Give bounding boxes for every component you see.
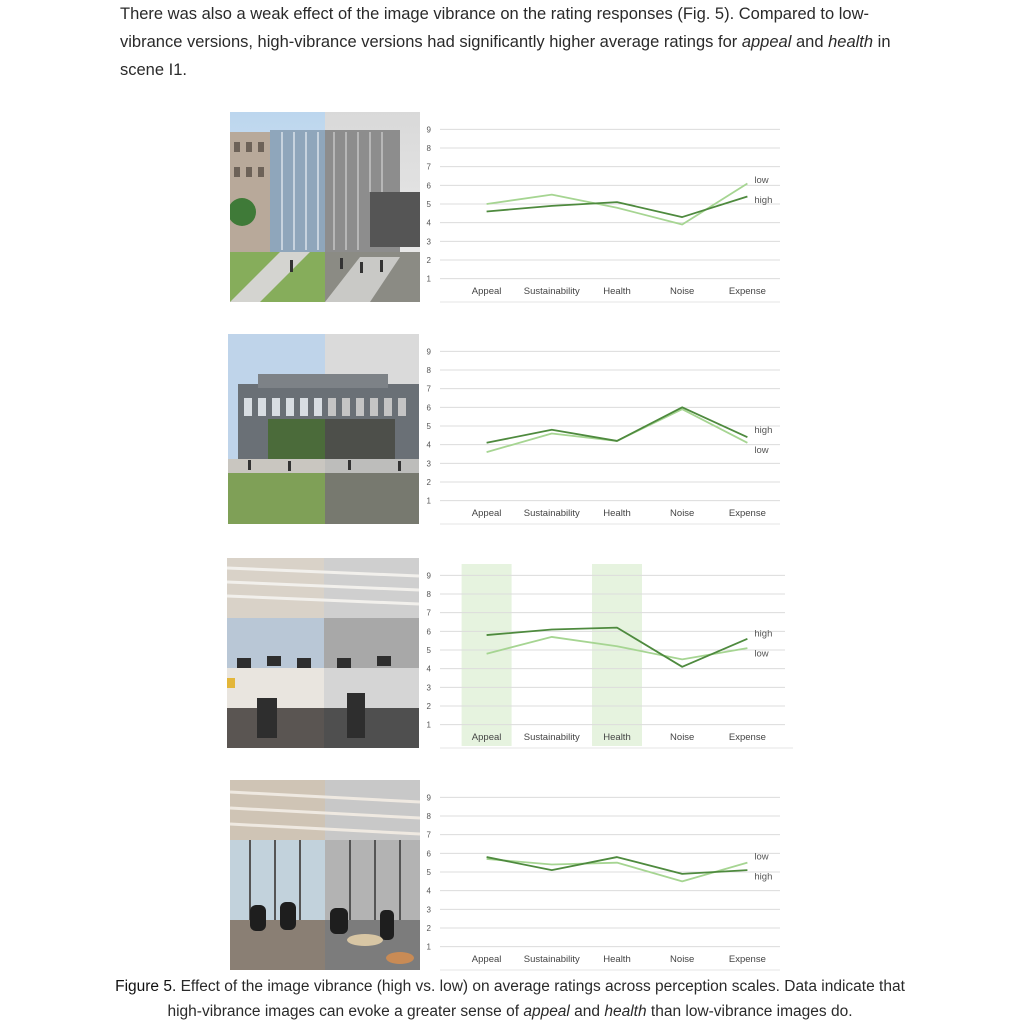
caption-text-3: than low-vibrance images do. [646, 1003, 853, 1020]
series-line-low [487, 409, 748, 452]
y-tick-label: 7 [426, 384, 431, 394]
y-tick-label: 1 [426, 942, 431, 952]
x-tick-label: Appeal [471, 732, 502, 743]
scene-photo-3 [227, 558, 419, 748]
x-tick-label: Sustainability [523, 286, 580, 297]
x-tick-label: Expense [728, 508, 766, 519]
y-tick-label: 4 [426, 664, 431, 674]
y-tick-label: 6 [426, 627, 431, 637]
y-tick-label: 3 [426, 905, 431, 915]
y-tick-label: 9 [426, 793, 431, 803]
y-tick-label: 2 [426, 478, 431, 487]
caption-text-2: and [569, 1003, 605, 1020]
intro-text-3: in scene I1. [120, 33, 891, 79]
intro-text-1: There was also a weak effect of the image vibrance on the rating responses (Fig. 5). Compared to low-vibrance versions, high-vibrance versions had significantly higher average ratings for [120, 5, 869, 51]
scene-photo-2 [228, 334, 419, 524]
y-tick-label: 8 [426, 366, 431, 375]
y-tick-label: 1 [426, 720, 431, 730]
y-tick-label: 5 [426, 200, 431, 209]
y-tick-label: 2 [426, 256, 431, 265]
y-tick-label: 2 [426, 702, 431, 711]
caption-emphasis-health: health [604, 1003, 647, 1020]
y-tick-label: 7 [426, 608, 431, 618]
y-tick-label: 1 [426, 496, 431, 506]
caption-emphasis-appeal: appeal [523, 1003, 570, 1020]
x-tick-label: Appeal [471, 286, 502, 297]
series-label-low: low [754, 851, 769, 863]
y-tick-label: 5 [426, 422, 431, 431]
caption-text-1: Effect of the image vibrance (high vs. low) on average ratings across perception scales. Data indicate that high-vibrance images can evoke a greater sense of [167, 978, 905, 1020]
series-line-high [487, 197, 748, 218]
x-tick-label: Sustainability [523, 732, 580, 743]
y-tick-label: 7 [426, 830, 431, 840]
y-tick-label: 8 [426, 144, 431, 153]
intro-text-2: and [791, 33, 829, 51]
series-label-high: high [754, 425, 773, 436]
y-tick-label: 6 [426, 849, 431, 859]
y-tick-label: 9 [426, 125, 431, 135]
series-line-high [487, 857, 748, 874]
y-tick-label: 6 [426, 403, 431, 413]
y-tick-label: 3 [426, 459, 431, 469]
y-tick-label: 6 [426, 181, 431, 191]
scene-photo-4 [230, 780, 420, 970]
y-tick-label: 8 [426, 812, 431, 821]
series-line-low [487, 859, 748, 881]
highlight-band-health [592, 564, 642, 746]
series-line-high [487, 407, 748, 442]
y-tick-label: 5 [426, 646, 431, 655]
series-label-low: low [754, 175, 769, 186]
series-label-high: high [754, 871, 773, 883]
x-tick-label: Noise [670, 286, 695, 297]
y-tick-label: 3 [426, 683, 431, 693]
x-tick-label: Health [603, 286, 631, 297]
series-label-high: high [754, 195, 773, 206]
y-tick-label: 9 [426, 571, 431, 581]
x-tick-label: Sustainability [523, 508, 580, 519]
x-tick-label: Expense [728, 732, 766, 743]
x-tick-label: Health [603, 954, 631, 965]
intro-emphasis-appeal: appeal [741, 33, 792, 51]
x-tick-label: Noise [670, 732, 695, 743]
intro-emphasis-health: health [828, 33, 874, 51]
x-tick-label: Health [603, 732, 631, 743]
y-tick-label: 3 [426, 237, 431, 247]
intro-paragraph [120, 0, 910, 84]
x-tick-label: Noise [670, 954, 695, 965]
y-tick-label: 9 [426, 347, 431, 357]
figure-label: Figure 5. [115, 978, 177, 995]
x-tick-label: Expense [728, 286, 766, 297]
x-tick-label: Expense [728, 954, 766, 965]
y-tick-label: 5 [426, 868, 431, 877]
series-label-low: low [754, 445, 769, 456]
scene-photo-1 [230, 112, 420, 302]
rating-chart-4 [420, 780, 790, 972]
y-tick-label: 2 [426, 924, 431, 933]
y-tick-label: 1 [426, 274, 431, 284]
rating-chart-2 [420, 334, 790, 526]
figure-caption [100, 974, 920, 1024]
highlight-band-appeal [462, 564, 512, 746]
y-tick-label: 4 [426, 886, 431, 896]
rating-chart-3 [420, 558, 795, 750]
x-tick-label: Sustainability [523, 954, 580, 965]
x-tick-label: Appeal [471, 954, 502, 965]
rating-chart-1 [420, 112, 790, 304]
y-tick-label: 4 [426, 440, 431, 450]
y-tick-label: 8 [426, 590, 431, 599]
y-tick-label: 7 [426, 162, 431, 172]
x-tick-label: Health [603, 508, 631, 519]
x-tick-label: Appeal [471, 508, 502, 519]
series-label-high: high [754, 628, 773, 640]
y-tick-label: 4 [426, 218, 431, 228]
series-label-low: low [754, 648, 769, 660]
x-tick-label: Noise [670, 508, 695, 519]
